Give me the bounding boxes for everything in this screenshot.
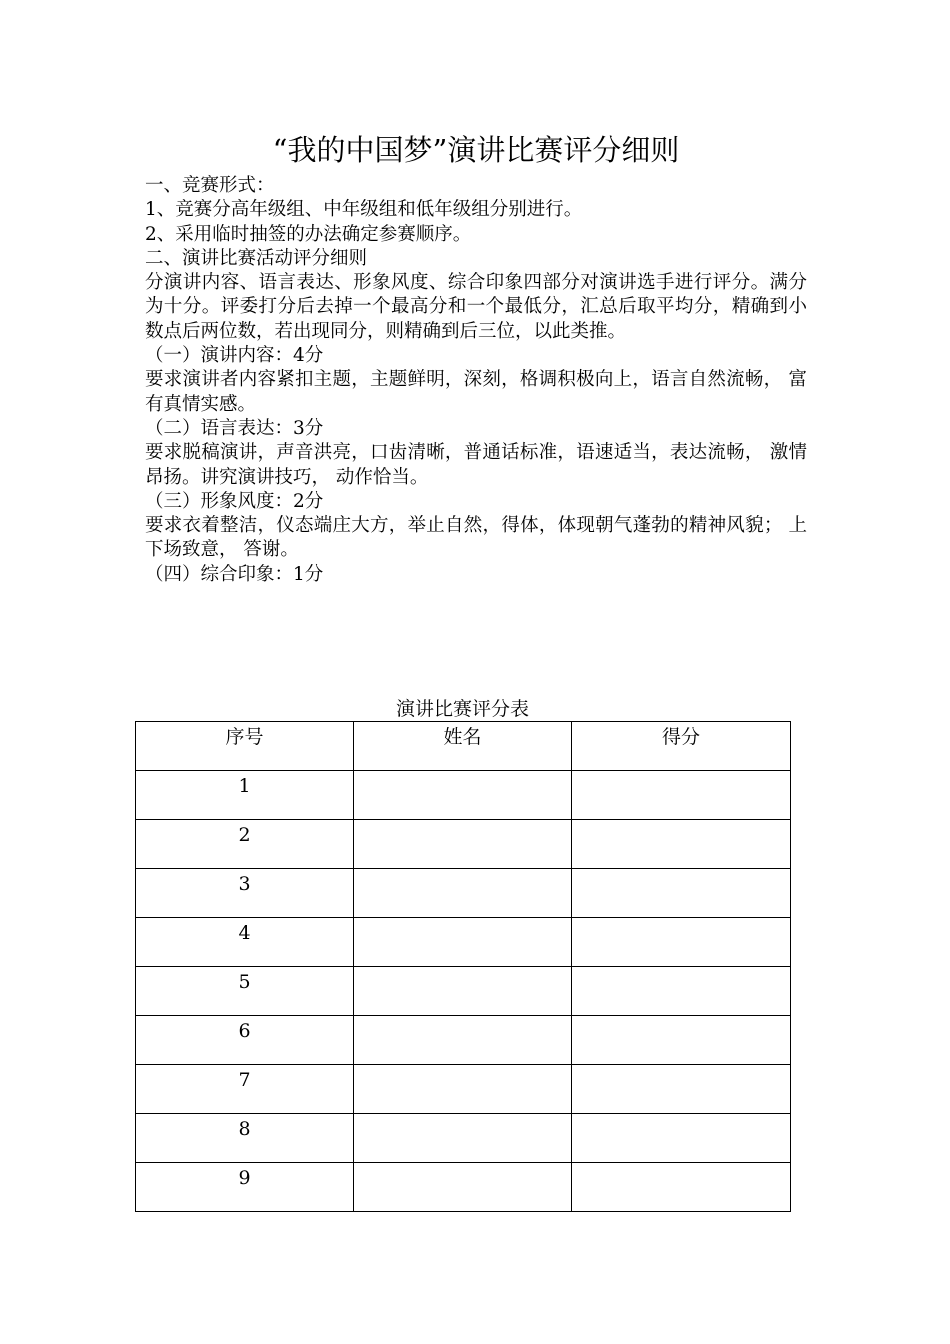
column-header-number: 序号 (136, 722, 354, 771)
row-number-cell: 5 (136, 967, 354, 1016)
row-number-cell: 8 (136, 1114, 354, 1163)
score-table (135, 721, 791, 1212)
table-row (136, 1163, 791, 1212)
score-cell[interactable] (572, 869, 791, 918)
row-number-cell: 7 (136, 1065, 354, 1114)
name-cell[interactable] (354, 1016, 572, 1065)
row-number-cell: 6 (136, 1016, 354, 1065)
score-cell[interactable] (572, 820, 791, 869)
criterion-impression-heading: （四）综合印象：1分 (145, 563, 324, 585)
column-header-name: 姓名 (354, 722, 572, 771)
table-row (136, 869, 791, 918)
document-title: “我的中国梦”演讲比赛评分细则 (272, 133, 680, 167)
score-cell[interactable] (572, 1163, 791, 1212)
score-cell[interactable] (572, 918, 791, 967)
format-rule-1: 1、竞赛分高年级组、中年级组和低年级组分别进行。 (145, 199, 583, 221)
row-number-cell: 4 (136, 918, 354, 967)
score-table-caption: 演讲比赛评分表 (395, 698, 529, 720)
criterion-expression-heading: （二）语言表达：3分 (145, 417, 324, 439)
column-header-score: 得分 (572, 722, 791, 771)
criterion-content-description: 要求演讲者内容紧扣主题，主题鲜明，深刻，格调积极向上，语言自然流畅， 富有真情实感。 (145, 369, 807, 415)
score-cell[interactable] (572, 1016, 791, 1065)
name-cell[interactable] (354, 869, 572, 918)
row-number-cell: 9 (136, 1163, 354, 1212)
scoring-overview: 分演讲内容、语言表达、形象风度、综合印象四部分对演讲选手进行评分。满分为十分。评委打分后去掉一个最高分和一个最低分，汇总后取平均分，精确到小数点后两位数，若出现同分，则精确到后三位，以此类推。 (145, 272, 807, 342)
criterion-expression-description: 要求脱稿演讲，声音洪亮，口齿清晰，普通话标准，语速适当，表达流畅， 激情昂扬。讲究演讲技巧， 动作恰当。 (145, 442, 807, 488)
score-cell[interactable] (572, 967, 791, 1016)
row-number-cell: 1 (136, 771, 354, 820)
name-cell[interactable] (354, 1163, 572, 1212)
table-row (136, 1016, 791, 1065)
criterion-appearance-description: 要求衣着整洁，仪态端庄大方，举止自然，得体，体现朝气蓬勃的精神风貌； 上下场致意， 答谢。 (145, 515, 807, 561)
table-row (136, 771, 791, 820)
name-cell[interactable] (354, 771, 572, 820)
row-number-cell: 2 (136, 820, 354, 869)
table-row (136, 967, 791, 1016)
name-cell[interactable] (354, 1065, 572, 1114)
table-row (136, 918, 791, 967)
name-cell[interactable] (354, 918, 572, 967)
row-number-cell: 3 (136, 869, 354, 918)
score-cell[interactable] (572, 1065, 791, 1114)
table-row (136, 1065, 791, 1114)
section-heading-scoring: 二、演讲比赛活动评分细则 (145, 247, 368, 269)
format-rule-2: 2、采用临时抽签的办法确定参赛顺序。 (145, 223, 472, 245)
name-cell[interactable] (354, 820, 572, 869)
document-body (145, 174, 807, 587)
score-cell[interactable] (572, 771, 791, 820)
name-cell[interactable] (354, 967, 572, 1016)
name-cell[interactable] (354, 1114, 572, 1163)
score-cell[interactable] (572, 1114, 791, 1163)
section-heading-format: 一、竞赛形式： (145, 175, 275, 196)
criterion-appearance-heading: （三）形象风度：2分 (145, 490, 324, 512)
score-table-header-row (136, 722, 791, 771)
criterion-content-heading: （一）演讲内容：4分 (145, 345, 324, 367)
table-row (136, 1114, 791, 1163)
table-row (136, 820, 791, 869)
